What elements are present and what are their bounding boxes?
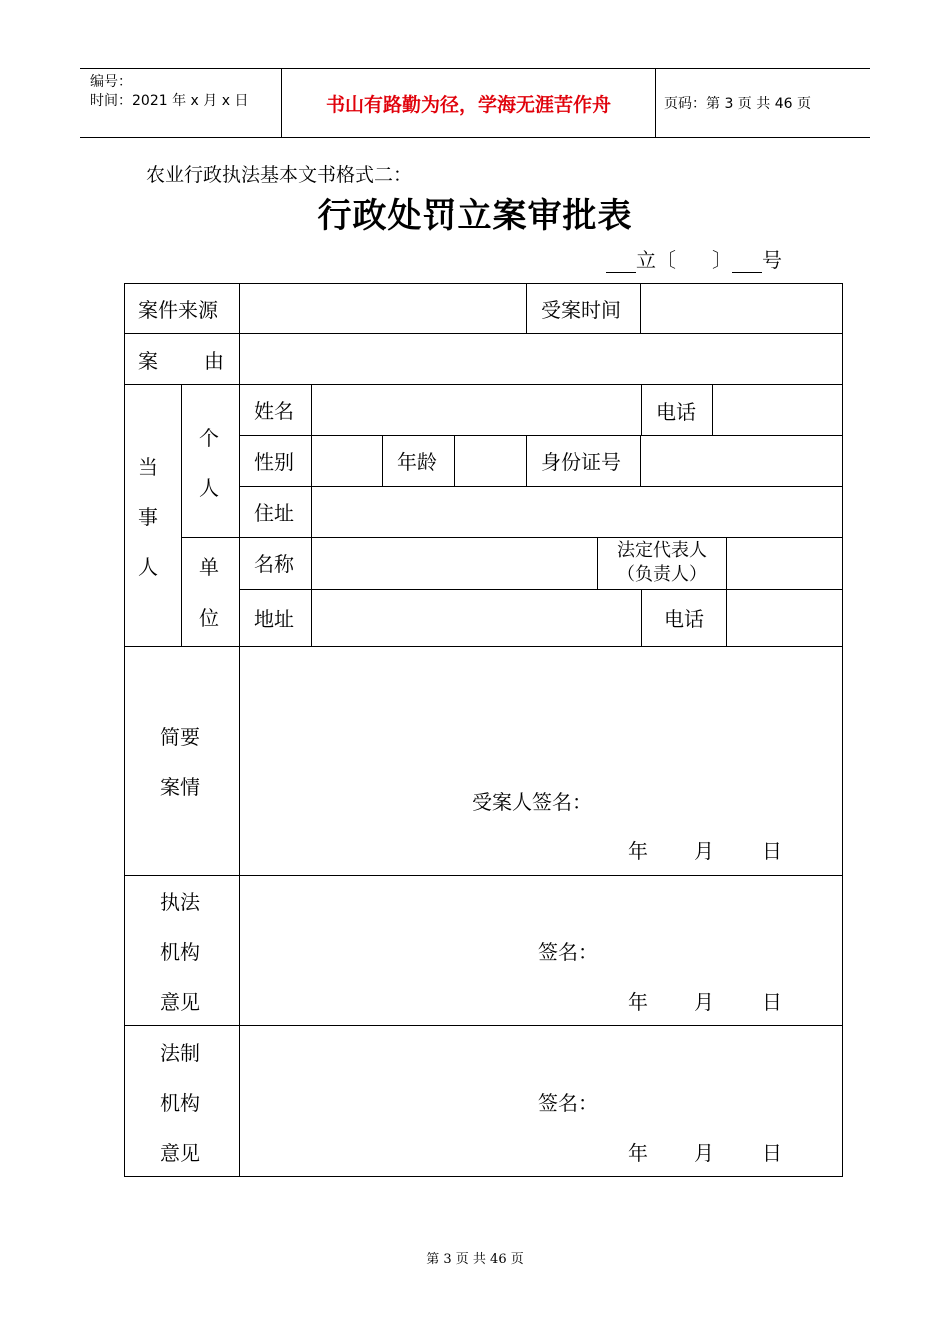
- brief-label-1: 简要: [160, 725, 200, 749]
- number-label: 编号：: [90, 74, 132, 90]
- unit-label-1: 单: [199, 555, 219, 579]
- header-motto: 书山有路勤为径，学海无涯苦作舟: [281, 69, 656, 137]
- acceptor-sign-label: 受案人签名：: [472, 790, 592, 814]
- address-person-label: 住址: [254, 501, 294, 525]
- enforce-sign-label: 签名：: [538, 940, 598, 964]
- brief-day: 日: [762, 839, 782, 863]
- legal-label-2: 机构: [160, 1091, 200, 1115]
- header-meta: [90, 73, 248, 111]
- enforce-year: 年: [628, 990, 648, 1014]
- time-label: 时间：2021 年 x 月 x 日: [90, 93, 249, 109]
- unit-phone-label: 电话: [664, 607, 704, 631]
- document-title: 行政处罚立案审批表: [317, 196, 633, 236]
- legal-day: 日: [762, 1141, 782, 1165]
- individual-label-2: 人: [199, 476, 219, 500]
- number-prefix: 立〔: [636, 248, 676, 272]
- page-header: [80, 68, 870, 138]
- unit-label-2: 位: [199, 606, 219, 630]
- case-reason-label-1: 案: [138, 349, 158, 373]
- enforce-label-2: 机构: [160, 940, 200, 964]
- legal-label-3: 意见: [160, 1141, 200, 1165]
- age-label: 年龄: [397, 450, 437, 474]
- legal-rep-label-2: （负责人）: [617, 564, 707, 585]
- gender-label: 性别: [254, 450, 294, 474]
- document-subtitle: 农业行政执法基本文书格式二：: [146, 164, 413, 186]
- number-mid: 〕: [712, 248, 732, 272]
- id-number-label: 身份证号: [541, 450, 621, 474]
- unit-name-label: 名称: [254, 552, 294, 576]
- case-reason-label-2: 由: [204, 349, 224, 373]
- unit-address-label: 地址: [254, 607, 294, 631]
- legal-label-1: 法制: [160, 1041, 200, 1065]
- enforce-day: 日: [762, 990, 782, 1014]
- party-label-1: 当: [138, 455, 158, 479]
- legal-month: 月: [694, 1141, 714, 1165]
- phone-label: 电话: [656, 400, 696, 424]
- enforce-label-1: 执法: [160, 890, 200, 914]
- enforce-month: 月: [694, 990, 714, 1014]
- legal-year: 年: [628, 1141, 648, 1165]
- accept-time-label: 受案时间: [541, 298, 621, 322]
- party-label-2: 事: [138, 505, 158, 529]
- page-footer: 第 3 页 共 46 页: [426, 1252, 524, 1267]
- individual-label-1: 个: [199, 426, 219, 450]
- number-blank-2[interactable]: [732, 254, 762, 273]
- enforce-label-3: 意见: [160, 990, 200, 1014]
- brief-month: 月: [694, 839, 714, 863]
- number-blank-1[interactable]: [606, 254, 636, 273]
- number-suffix: 号: [762, 248, 782, 272]
- legal-sign-label: 签名：: [538, 1091, 598, 1115]
- name-label: 姓名: [254, 399, 294, 423]
- brief-year: 年: [628, 839, 648, 863]
- party-label-3: 人: [138, 555, 158, 579]
- document-number: [606, 244, 782, 273]
- case-source-label: 案件来源: [138, 298, 218, 322]
- header-page-info: 页码：第 3 页 共 46 页: [664, 96, 811, 112]
- legal-rep-label-1: 法定代表人: [617, 540, 707, 561]
- brief-label-2: 案情: [160, 775, 200, 799]
